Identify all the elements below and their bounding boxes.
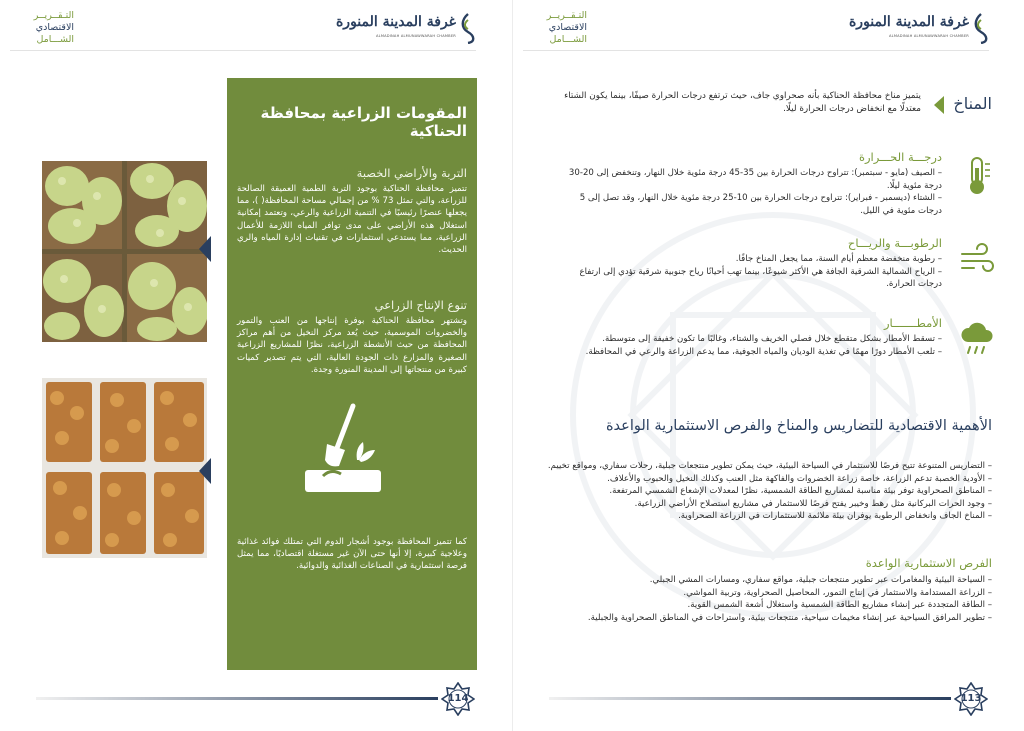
- climate-arrow-icon: [934, 96, 944, 114]
- chamber-logo: [848, 12, 991, 44]
- temperature-section: [562, 150, 942, 217]
- soil-text: تتميز محافظة الحناكية بوجود التربة الطمية العميقة الصالحة للزراعة، والتي تمثل 73 % من إجمالي مساحة المحافظة( )، مما يجعلها عنصرًا رئيسيًا في التنمية الزراعية والرعي، وتعتمد إمكانية استغلال هذه الأراضي على مدى توافر المياه اللازمة للأعمال الزراعية، مما يستدعي استثمارات في تقنيات إدارة المياه والري الحديث.: [237, 184, 467, 256]
- report-title-line3: الشـــامل: [36, 34, 74, 45]
- dates-photo: [42, 378, 207, 558]
- list-item: – رطوبة منخفضة معظم أيام السنة، مما يجعل المناخ جافًا.: [735, 254, 942, 264]
- chamber-emblem-icon: [971, 12, 991, 44]
- page-number-badge: [441, 682, 475, 716]
- importance-heading: الأهمية الاقتصادية للتضاريس والمناخ والفرص الاستثمارية الواعدة: [605, 418, 992, 434]
- rain-cloud-icon: [960, 318, 994, 358]
- logo-subtitle: ALMADINAH ALMUNAWWARAH CHAMBER: [375, 34, 456, 38]
- header-divider: [10, 50, 476, 51]
- humidity-heading: الرطوبـــة والريـــاح: [847, 236, 942, 250]
- wind-icon: [960, 240, 994, 280]
- report-title-line1: التـقــريــر: [33, 10, 74, 21]
- page-number: 113: [960, 693, 982, 704]
- list-item: – الصيف (مايو - سبتمبر): تتراوح درجات الحرارة بين 35-45 درجة مئوية خلال النهار، وتنخفض إلى 20-30 درجة مئوية ليلًا.: [568, 168, 942, 191]
- doum-text: كما تتميز المحافظة بوجود أشجار الدوم التي تمتلك فوائد غذائية وعلاجية كبيرة، إلا أنها حتى الآن غير مستغلة اقتصاديًا، مما يمثل فرصة استثمارية في الصناعات الغذائية والدوائية.: [237, 537, 467, 572]
- logo-wordmark: غرفة المدينة المنورة: [848, 14, 969, 30]
- production-heading: تنوع الإنتاج الزراعي: [374, 298, 467, 312]
- production-section: [237, 298, 467, 376]
- agriculture-panel: [227, 78, 477, 670]
- chamber-emblem-icon: [458, 12, 478, 44]
- report-title-line3: الشـــامل: [549, 34, 587, 45]
- list-item: – التضاريس المتنوعة تتيح فرصًا للاستثمار في السياحة البيئية، حيث يمكن تطوير منتجعات جبلية، رحلات سفاري، ومواقع تخييم.: [547, 461, 992, 471]
- footer-bar: [36, 697, 438, 700]
- soil-section: [237, 166, 467, 256]
- list-item: – تلعب الأمطار دورًا مهمًا في تغذية الوديان والمياه الجوفية، مما يدعم الزراعة والرعي في المحافظة.: [585, 346, 942, 357]
- list-item: – الزراعة المستدامة والاستثمار في إنتاج التمور، المحاصيل الصحراوية، وتربية المواشي.: [683, 587, 992, 598]
- humidity-section: [562, 236, 942, 291]
- report-title: [523, 10, 587, 46]
- opportunities-heading: الفرص الاستثمارية الواعدة: [865, 556, 992, 570]
- report-title-line2: الاقتصادي: [548, 22, 587, 33]
- list-item: – المناخ الجاف وانخفاض الرطوبة يوفران بيئة ملائمة للاستثمارات في الزراعة الصحراوية.: [678, 511, 992, 522]
- list-item: – الأودية الخصبة تدعم الزراعة، خاصة زراعة الخضروات والفاكهة مثل العنب وكذلك النخيل والحبوب والأعلاف.: [607, 473, 992, 484]
- rain-section: [562, 316, 942, 358]
- report-title-line1: التـقــريــر: [546, 10, 587, 21]
- rain-heading: الأمطـــــــار: [884, 316, 942, 330]
- header-divider: [523, 50, 989, 51]
- shovel-plant-icon: [301, 400, 385, 496]
- report-title-line2: الاقتصادي: [35, 22, 74, 33]
- soil-heading: التربة والأراضي الخصبة: [356, 166, 467, 180]
- report-title: [10, 10, 74, 46]
- list-item: – الرياح الشمالية الشرقية الجافة هي الأكثر شيوعًا، بينما تهب أحيانًا رياح جنوبية شرقية تؤدي إلى ارتفاع درجات الحرارة.: [579, 266, 942, 290]
- thermometer-icon: [960, 156, 994, 196]
- importance-list: [542, 460, 992, 523]
- list-item: – تسقط الأمطار بشكل متقطع خلال فصلي الخريف والشتاء، وغالبًا ما تكون خفيفة إلى متوسطة.: [602, 334, 942, 344]
- chamber-logo: [335, 12, 478, 44]
- climate-heading: المناخ: [953, 94, 992, 113]
- page-number: 114: [447, 693, 469, 704]
- list-item: – وجود الحرات البركانية مثل رهط وخيبر يفتح فرصًا للاستثمار في مشاريع استصلاح الأراضي الزراعية.: [634, 498, 992, 509]
- list-item: – المناطق الصحراوية توفر بيئة مناسبة لمشاريع الطاقة الشمسية، نظرًا لمعدلات الإشعاع الشمسي المرتفعة.: [609, 486, 992, 497]
- opportunities-list: [542, 574, 992, 624]
- production-text: وتشتهر محافظة الحناكية بوفرة إنتاجها من العنب والتمور والخضروات الموسمية، حيث يُعد مركز النخيل من أهم مراكز المحافظة من حيث الأنشطة الزراعية، نظرًا للمشاريع الزراعية الصغيرة والمزارع ذات الجودة العالية، التي يتم تصدير كميات كبيرة من منتجاتها إلى المدينة المنورة وجدة.: [237, 316, 467, 375]
- footer-bar: [549, 697, 951, 700]
- list-item: – تطوير المرافق السياحية عبر إنشاء مخيمات سياحية، منتجعات بيئية، واستراحات في المناطق الصحراوية والجبلية.: [587, 612, 992, 623]
- list-item: – الطاقة المتجددة عبر إنشاء مشاريع الطاقة الشمسية واستغلال أشعة الشمس القوية.: [687, 600, 992, 611]
- page-number-badge: [954, 682, 988, 716]
- grapes-photo: [42, 161, 207, 342]
- temperature-heading: درجـــة الحـــرارة: [858, 150, 942, 164]
- climate-intro: يتميز مناخ محافظة الحناكية بأنه صحراوي جاف، حيث ترتفع درجات الحرارة صيفًا، بينما يكون الشتاء معتدلًا مع انخفاض درجات الحرارة ليلًا.: [564, 91, 921, 114]
- list-item: – السياحة البيئية والمغامرات عبر تطوير منتجعات جبلية، مواقع سفاري، ومسارات المشي الجبلي.: [649, 575, 992, 585]
- page-113: [512, 0, 1024, 731]
- logo-subtitle: ALMADINAH ALMUNAWWARAH CHAMBER: [888, 34, 969, 38]
- doum-section: [237, 536, 467, 573]
- logo-wordmark: غرفة المدينة المنورة: [335, 14, 456, 30]
- panel-title: المقومات الزراعية بمحافظة الحناكية: [260, 104, 467, 140]
- list-item: – الشتاء (ديسمبر - فبراير): تتراوح درجات الحرارة بين 10-25 درجة مئوية خلال النهار، وقد تصل إلى 5 درجات مئوية في الليل.: [579, 193, 942, 216]
